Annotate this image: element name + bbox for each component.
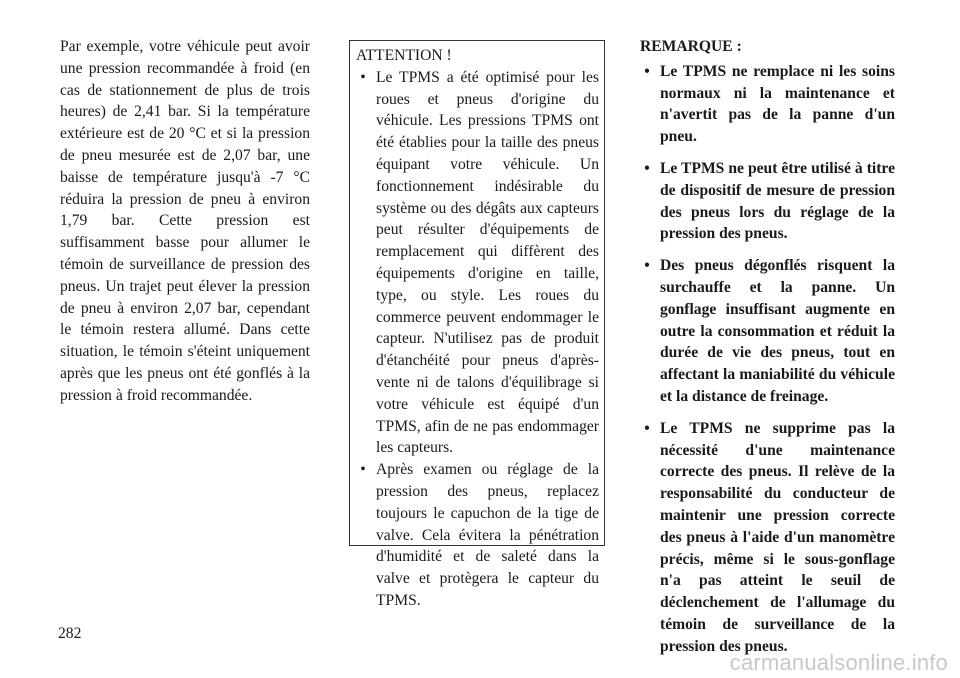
- remarque-list: [640, 61, 895, 658]
- bullet-icon: •: [644, 159, 650, 177]
- bullet-icon: •: [360, 68, 366, 86]
- body-paragraph: Par exemple, votre véhicule peut avoir une pression recommandée à froid (en cas de stationnement de plus de trois heures) de 2,41 bar. Si la température extérieure est de 20 °C et si la pression de pneu mesurée est de 2,07 bar, une baisse de température jusqu'à -7 °C réduira la pression de pneu à environ 1,79 bar. Cette pression est suffisamment basse pour allumer le témoin de surveillance de pression des pneus. Un trajet peut élever la pression de pneu à environ 2,07 bar, cependant le témoin restera allumé. Dans cette situation, le témoin s'éteint uniquement après que les pneus ont été gonflés à la pression à froid recommandée.: [60, 38, 310, 404]
- left-column: [60, 36, 310, 407]
- bullet-icon: •: [360, 461, 366, 479]
- bullet-icon: •: [644, 257, 650, 275]
- attention-item: • Le TPMS a été optimisé pour les roues et pneus d'origine du véhicule. Les pressions TPMS ont été établies pour la taille des pneus équipant votre véhicule. Un fonctionnement indésirable du système ou des dégâts aux capteurs peut résulter d'équipements de remplacement qui diffèrent des équipements d'origine en taille, type, ou style. Les roues du commerce peuvent endommager le capteur. N'utilisez pas de produit d'étanchéité pour pneus d'après-vente ni de talons d'équilibrage si votre véhicule est équipé d'un TPMS, afin de ne pas endommager les capteurs.: [356, 67, 599, 459]
- remarque-item: • Des pneus dégonflés risquent la surchauffe et la panne. Un gonflage insuffisant augmente en outre la consommation et réduit la durée de vie des pneus, tout en affectant la maniabilité du véhicule et la distance de freinage.: [640, 255, 895, 408]
- remarque-item: • Le TPMS ne peut être utilisé à titre de dispositif de mesure de pression des pneus lors du réglage de la pression des pneus.: [640, 158, 895, 245]
- remarque-column: [640, 36, 895, 668]
- attention-box: [349, 40, 605, 609]
- attention-list: [356, 67, 599, 612]
- attention-item: • Après examen ou réglage de la pression des pneus, replacez toujours le capuchon de la tige de valve. Cela évitera la pénétration d'humidité et de saleté dans la valve et protègera le capteur du TPMS.: [356, 459, 599, 612]
- remarque-heading: REMARQUE :: [640, 38, 742, 55]
- page-number: 282: [58, 625, 82, 642]
- remarque-item: • Le TPMS ne remplace ni les soins normaux ni la maintenance et n'avertit pas de la panne d'un pneu.: [640, 61, 895, 148]
- remarque-item: • Le TPMS ne supprime pas la nécessité d'une maintenance correcte des pneus. Il relève de la responsabilité du conducteur de maintenir une pression correcte des pneus à l'aide d'un manomètre précis, même si le sous-gonflage n'a pas atteint le seuil de déclenchement de l'allumage du témoin de surveillance de la pression des pneus.: [640, 418, 895, 658]
- bullet-icon: •: [644, 62, 650, 80]
- attention-heading: ATTENTION !: [356, 47, 452, 64]
- bullet-icon: •: [644, 419, 650, 437]
- watermark: carmanualsonline.info: [729, 650, 948, 675]
